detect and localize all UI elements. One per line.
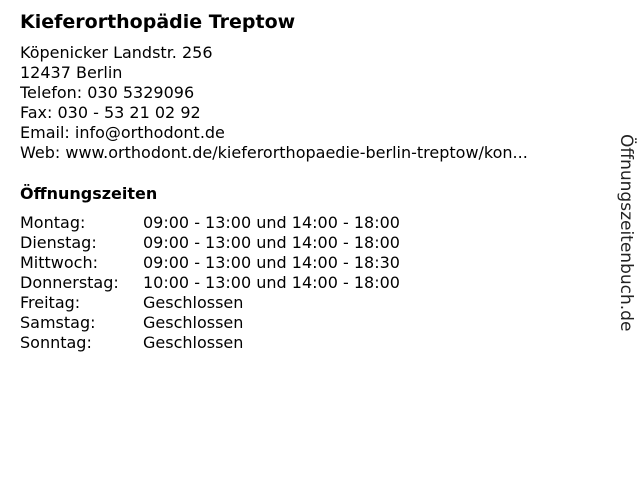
hours-time: Geschlossen: [143, 313, 244, 332]
fax-label: Fax:: [20, 103, 53, 122]
hours-day: Montag:: [20, 213, 86, 232]
hours-time: 09:00 - 13:00 und 14:00 - 18:30: [143, 253, 400, 272]
hours-time: 09:00 - 13:00 und 14:00 - 18:00: [143, 213, 400, 232]
hours-day: Dienstag:: [20, 233, 97, 252]
email-line: [20, 123, 600, 143]
fax-line: [20, 103, 600, 123]
hours-row-wednesday: [20, 253, 400, 273]
business-title: Kieferorthopädie Treptow: [20, 11, 296, 33]
hours-row-friday: [20, 293, 400, 313]
hours-row-tuesday: [20, 233, 400, 253]
hours-time: Geschlossen: [143, 333, 244, 352]
phone-line: [20, 83, 600, 103]
hours-day: Donnerstag:: [20, 273, 119, 292]
web-label: Web:: [20, 143, 61, 162]
phone-number[interactable]: 030 5329096: [87, 83, 195, 102]
hours-day: Samstag:: [20, 313, 96, 332]
hours-row-saturday: [20, 313, 400, 333]
web-line: [20, 143, 600, 163]
hours-time: 10:00 - 13:00 und 14:00 - 18:00: [143, 273, 400, 292]
opening-hours-table: [20, 213, 400, 353]
address-city: 12437 Berlin: [20, 63, 123, 82]
hours-day: Sonntag:: [20, 333, 92, 352]
contact-block: [20, 43, 600, 163]
email-label: Email:: [20, 123, 70, 142]
fax-number: 030 - 53 21 02 92: [57, 103, 201, 122]
hours-day: Freitag:: [20, 293, 81, 312]
phone-label: Telefon:: [20, 83, 83, 102]
hours-row-thursday: [20, 273, 400, 293]
hours-day: Mittwoch:: [20, 253, 98, 272]
opening-hours-heading: Öffnungszeiten: [20, 184, 158, 203]
hours-time: 09:00 - 13:00 und 14:00 - 18:00: [143, 233, 400, 252]
email-link[interactable]: info@orthodont.de: [74, 123, 225, 142]
address-street: Köpenicker Landstr. 256: [20, 43, 213, 62]
web-link[interactable]: www.orthodont.de/kieferorthopaedie-berlin-treptow/kon...: [65, 143, 528, 162]
hours-row-monday: [20, 213, 400, 233]
hours-row-sunday: [20, 333, 400, 353]
site-brand-vertical: Öffnungszeitenbuch.de: [616, 134, 636, 332]
hours-time: Geschlossen: [143, 293, 244, 312]
